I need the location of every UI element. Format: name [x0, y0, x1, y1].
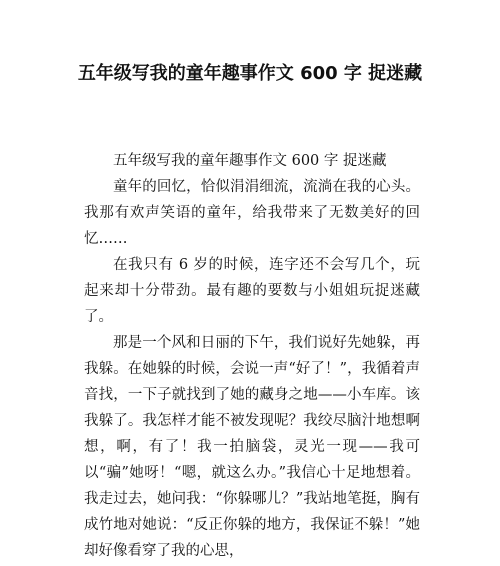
paragraph-subtitle: 五年级写我的童年趣事作文 600 字 捉迷藏: [113, 153, 387, 169]
document-title: 五年级写我的童年趣事作文 600 字 捉迷藏: [77, 63, 423, 84]
paragraph-age-six: 在我只有 6 岁的时候，连字还不会写几个，玩起来却十分带劲。最有趣的要数与小姐姐玩捉迷藏了。: [84, 257, 420, 325]
paragraph-hide-and-seek: 那是一个风和日丽的下午，我们说好先她躲，再我躲。在她躲的时候，会说一声“好了！”，我循着声音找，一下子就找到了她的藏身之地——小车库。该我躲了。我怎样才能不被发现呢？我绞尽脑汁地想啊想，啊，有了！我一拍脑袋，灵光一现——我可以“骗”她呀！“嗯，就这么办。”我信心十足地想着。我走过去，她问我：“你躲哪儿？”我站地笔挺，胸有成竹地对她说：“反正你躲的地方，我保证不躲！”她却好像看穿了我的心思，: [84, 335, 420, 559]
paragraph-childhood-memory: 童年的回忆，恰似涓涓细流，流淌在我的心头。我那有欢声笑语的童年，给我带来了无数美好的回忆……: [84, 179, 420, 247]
document-body: [84, 148, 420, 564]
